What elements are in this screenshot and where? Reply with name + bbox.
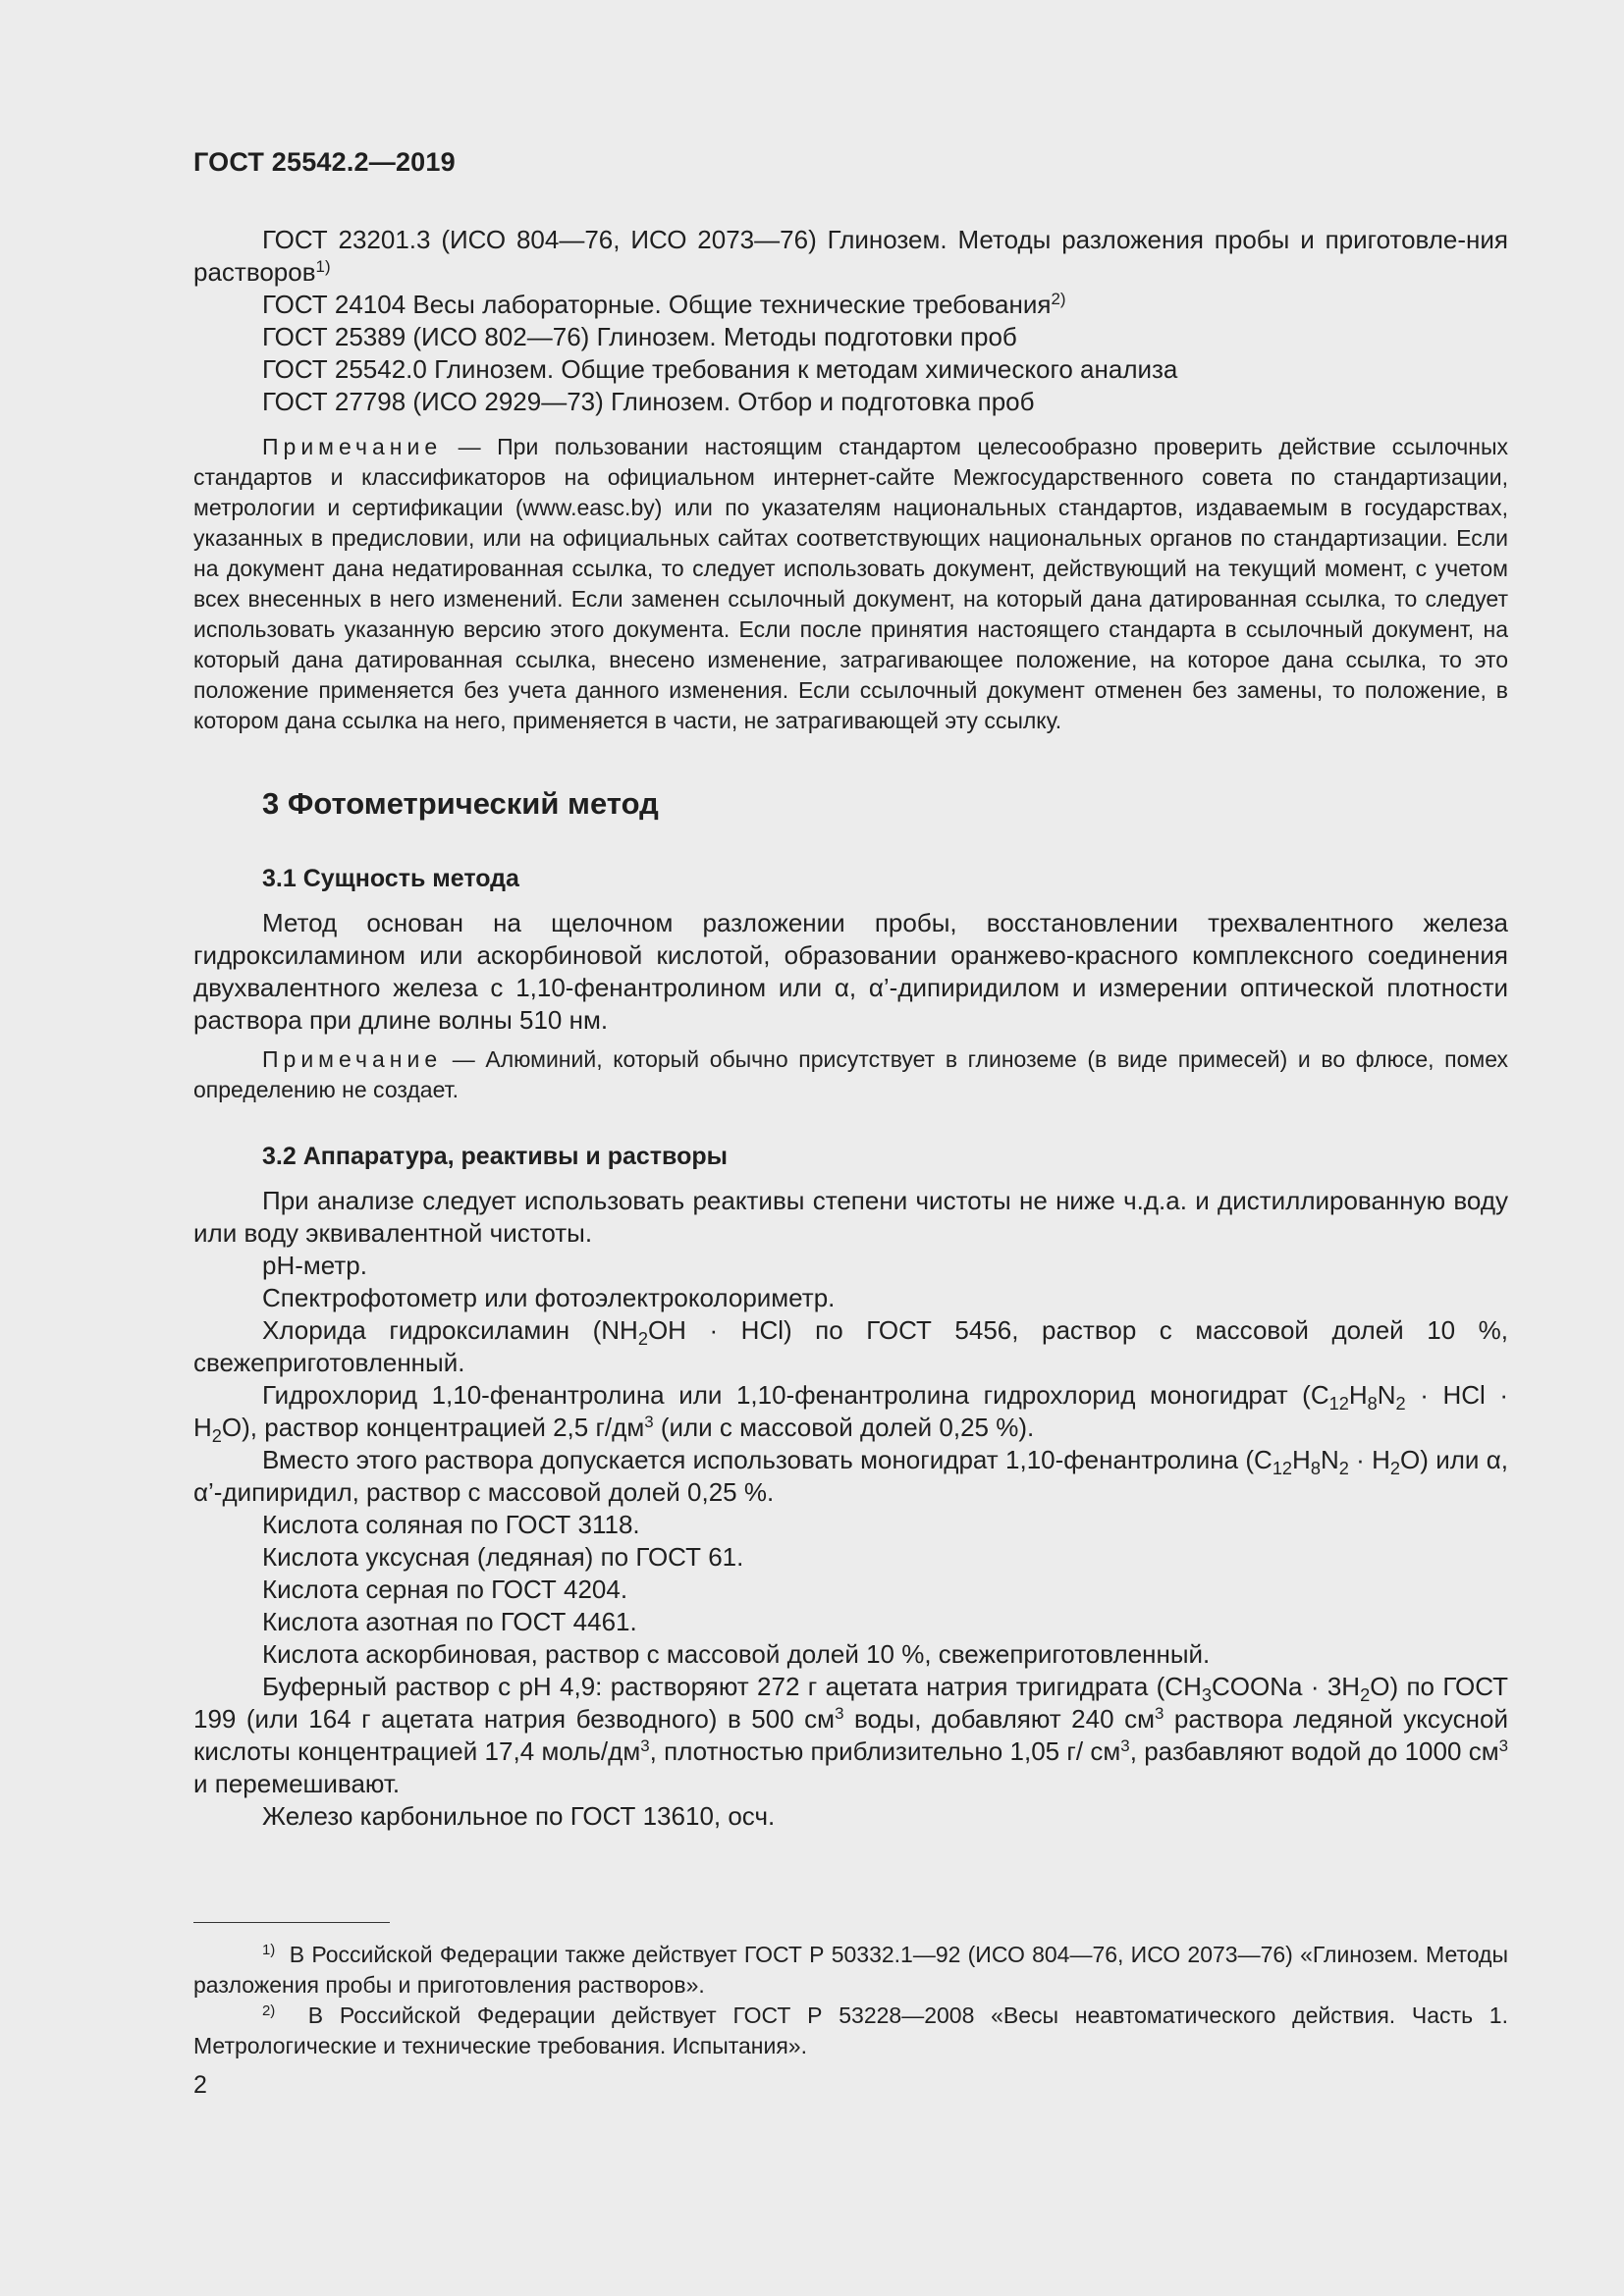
note-label: Примечание [262,434,443,459]
note-aluminium [193,1044,1508,1105]
paragraph: Кислота аскорбиновая, раствор с массовой долей 10 %, свежеприготовленный. [262,1639,1211,1669]
paragraph: pH-метр. [262,1251,367,1280]
paragraph-buffer: Буферный раствор с pH 4,9: растворяют 272 г ацетата натрия тригидрата $(CH_3COONa \cdot 3H_2O)$ по ГОСТ 199 (или 164 г ацетата натрия безводного) в 500 $см^3$ воды, добавляют 240 $см^3$ раствора ледяной уксусной кислоты концентрацией 17,4 моль/$дм^3$, плотностью приблизительно 1,05 г/ $см^3$, разбавляют водой до 1000 $см^3$ и перемешивают. [193,1672,1509,1798]
paragraph: Кислота азотная по ГОСТ 4461. [262,1607,637,1636]
reference-item: ГОСТ 25389 (ИСО 802—76) Глинозем. Методы подготовки проб [262,322,1017,351]
document-header: ГОСТ 25542.2—2019 [193,147,456,177]
normative-references [193,224,1508,1833]
note-references [193,432,1508,736]
paragraph: При анализе следует использовать реактивы степени чистоты не ниже ч.д.а. и дистиллированную воду или воду эквивалентной чистоты. [193,1186,1508,1248]
paragraph: Спектрофотометр или фотоэлектроколориметр. [262,1283,836,1312]
section-3-1-text: Метод основан на щелочном разложении пробы, восстановлении трехвалентного железа гидроксиламином или аскорбиновой кислотой, образовании оранжево-красного комплексного соединения двухвалентного железа с 1,10-фенантролином или α, α’-дипиридилом и измерении оптической плотности раствора при длине волны 510 нм. [193,908,1508,1035]
section-3-2-title: 3.2 Аппаратура, реактивы и растворы [262,1143,728,1170]
paragraph: Кислота серная по ГОСТ 4204. [262,1575,628,1604]
reference-text: ГОСТ 24104 Весы лабораторные. Общие технические требования [262,290,1052,319]
footnote-separator [193,1922,390,1923]
footnote-2 [193,2001,1508,2061]
footnote-mark: 1) [262,1941,276,1958]
page-number: 2 [193,2071,207,2099]
paragraph-hydroxylamine: Хлорида гидроксиламин $(NH_2OH \cdot HCl)$ по ГОСТ 5456, раствор с массовой долей 10 %, свежеприготовленный. [193,1315,1508,1377]
footnote-text: В Российской Федерации также действует ГОСТ Р 50332.1—92 (ИСО 804—76, ИСО 2073—76) «Глинозем. Методы разложения пробы и приготовления растворов». [193,1942,1508,1998]
footnote-mark: 1) [315,256,331,276]
reference-item [193,224,1508,289]
paragraph: Кислота соляная по ГОСТ 3118. [262,1510,640,1539]
paragraph-alternative: Вместо этого раствора допускается использовать моногидрат 1,10-фенантролина $(C_{12}H_8N_2 \cdot H_2O)$ или α, α’-дипиридил, раствор с массовой долей 0,25 %. [193,1445,1508,1507]
section-3-2-body [193,1185,1508,1833]
section-3-title: 3 Фотометрический метод [262,786,659,821]
footnote-mark: 2) [262,2002,276,2019]
note-label: Примечание [262,1046,443,1072]
paragraph: Железо карбонильное по ГОСТ 13610, осч. [262,1801,776,1831]
note-text: — Алюминий, который обычно присутствует в глиноземе (в виде примесей) и во флюсе, помех определению не создает. [193,1046,1508,1102]
reference-item: ГОСТ 27798 (ИСО 2929—73) Глинозем. Отбор и подготовка проб [262,387,1035,416]
footnote-1 [193,1940,1508,2001]
paragraph: Кислота уксусная (ледяная) по ГОСТ 61. [262,1542,744,1572]
reference-item: ГОСТ 25542.0 Глинозем. Общие требования к методам химического анализа [262,354,1178,384]
footnotes [193,1940,1508,2061]
section-3-1-title: 3.1 Сущность метода [262,865,519,892]
paragraph-phenanthroline: Гидрохлорид 1,10-фенантролина или 1,10-фенантролина гидрохлорид моногидрат ($C_{12}H_8N_2$ · HCl · $H_2O$), раствор концентрацией 2,5 $г/дм^3$ (или с массовой долей 0,25 %). [193,1380,1508,1447]
reference-item [193,289,1508,321]
footnote-text: В Российской Федерации действует ГОСТ Р 53228—2008 «Весы неавтоматического действия. Часть 1. Метрологические и технические требования. Испытания». [193,2002,1508,2058]
note-text: — При пользовании настоящим стандартом целесообразно проверить действие ссылочных стандартов и классификаторов на официальном интернет-сайте Межгосударственного совета по стандартизации, метрологии и сертификации (www.easc.by) или по указателям национальных стандартов, издаваемым в государствах, указанных в предисловии, или на официальных сайтах соответствующих национальных органов по стандартизации. Если на документ дана недатированная ссылка, то следует использовать документ, действующий на текущий момент, с учетом всех внесенных в него изменений. Если заменен ссылочный документ, на который дана датированная ссылка, то следует использовать указанную версию этого документа. Если после принятия настоящего стандарта в ссылочный документ, на который дана датированная ссылка, внесено изменение, затрагивающее положение, на которое дана ссылка, то это положение применяется без учета данного изменения. Если ссылочный документ отменен без замены, то положение, в котором дана ссылка на него, применяется в части, не затрагивающей эту ссылку. [193,434,1508,733]
footnote-mark: 2) [1051,289,1066,308]
reference-text: ГОСТ 23201.3 (ИСО 804—76, ИСО 2073—76) Глинозем. Методы разложения пробы и приготовле-ния растворов [193,225,1508,287]
